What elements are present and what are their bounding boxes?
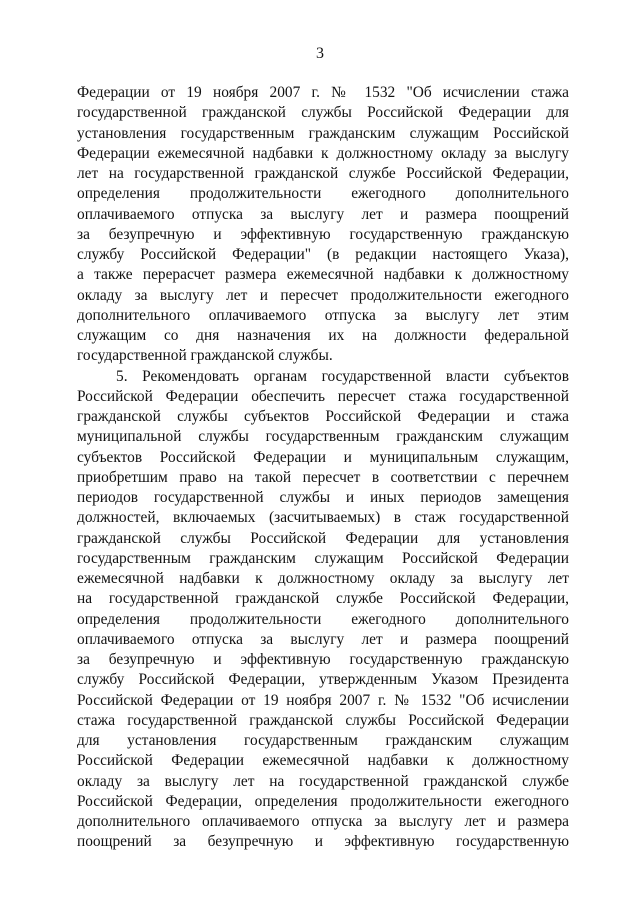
text-line: государственной гражданской службы. — [77, 347, 333, 365]
text-line: за безупречную и эффективную государственную гражданскую — [77, 225, 569, 243]
text-line: поощрений за безупречную и эффективную государственную — [77, 833, 569, 851]
text-line: определения продолжительности ежегодного дополнительного — [77, 185, 569, 203]
text-line: служащим со дня назначения их на должности федеральной — [77, 327, 569, 344]
text-line: лет на государственной гражданской службе Российской Федерации, — [77, 165, 569, 182]
text-line: государственным гражданским служащим Российской Федерации — [77, 549, 569, 567]
text-line: Федерации ежемесячной надбавки к должностному окладу за выслугу — [77, 144, 569, 162]
text-line: Российской Федерации от 19 ноября 2007 г. № 1532 "Об исчислении — [77, 691, 569, 709]
text-line: определения продолжительности ежегодного дополнительного — [77, 610, 569, 628]
text-line: гражданской службы субъектов Российской Федерации и стажа — [77, 408, 569, 425]
text-line: Российской Федерации, определения продолжительности ежегодного — [77, 792, 569, 810]
text-line: Российской Федерации ежемесячной надбавки к должностному — [77, 752, 569, 770]
text-line: муниципальной службы государственным гражданским служащим — [77, 428, 569, 446]
text-line: Федерации от 19 ноября 2007 г. № 1532 "Об исчислении стажа — [77, 84, 569, 101]
text-line: дополнительного оплачиваемого отпуска за выслугу лет этим — [77, 306, 569, 324]
text-line: Российской Федерации обеспечить пересчет стажа государственной — [77, 387, 569, 405]
text-line: окладу за выслугу лет на государственной гражданской службе — [77, 772, 569, 790]
body-text — [77, 83, 569, 853]
text-line: стажа государственной гражданской службы Российской Федерации — [77, 711, 569, 729]
paragraph-start-line: 5. Рекомендовать органам государственной власти субъектов — [116, 367, 569, 385]
text-line: приобретшим право на такой пересчет в соответствии с перечнем — [77, 468, 569, 486]
text-line: окладу за выслугу лет и пересчет продолжительности ежегодного — [77, 286, 569, 304]
text-line: оплачиваемого отпуска за выслугу лет и размера поощрений — [77, 630, 569, 648]
text-line: гражданской службы Российской Федерации для установления — [77, 529, 569, 547]
text-line: дополнительного оплачиваемого отпуска за выслугу лет и размера — [77, 813, 569, 830]
page-number: 3 — [316, 45, 324, 62]
text-line: субъектов Российской Федерации и муниципальным служащим, — [77, 448, 569, 466]
text-line: для установления государственным гражданским служащим — [77, 732, 569, 749]
text-line: а также перерасчет размера ежемесячной надбавки к должностному — [77, 266, 569, 284]
text-line: службу Российской Федерации, утвержденным Указом Президента — [77, 671, 569, 689]
text-line: государственной гражданской службы Российской Федерации для — [77, 104, 569, 122]
text-line: за безупречную и эффективную государственную гражданскую — [77, 651, 569, 668]
text-line: установления государственным гражданским служащим Российской — [77, 124, 569, 142]
text-line: ежемесячной надбавки к должностному окладу за выслугу лет — [77, 570, 569, 587]
text-line: периодов государственной службы и иных периодов замещения — [77, 489, 569, 506]
text-line: службу Российской Федерации" (в редакции настоящего Указа), — [77, 246, 569, 263]
text-line: должностей, включаемых (засчитываемых) в стаж государственной — [77, 509, 569, 527]
text-line: на государственной гражданской службе Российской Федерации, — [77, 590, 569, 608]
text-line: оплачиваемого отпуска за выслугу лет и размера поощрений — [77, 205, 569, 223]
